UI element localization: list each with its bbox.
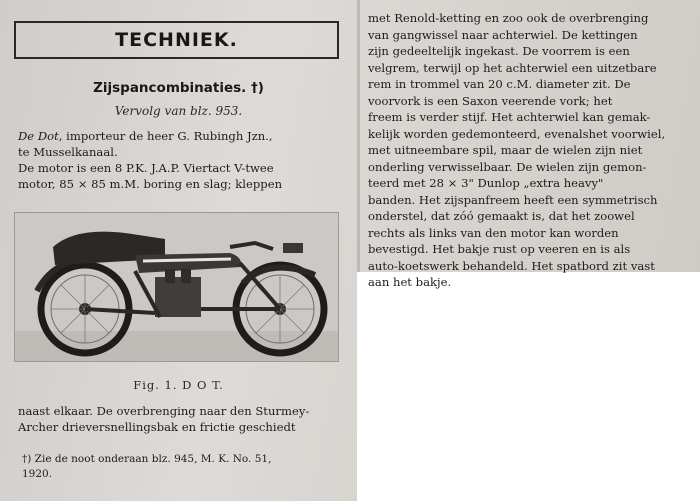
right-column — [360, 0, 700, 289]
section-header-title: TECHNIEK. — [115, 29, 238, 51]
article-subtitle: Vervolg van blz. 953. — [114, 104, 243, 118]
text-line: De motor is een 8 P.K. J.A.P. Viertact V-twee — [18, 161, 274, 175]
text-line — [18, 128, 348, 144]
article-title: Zijspancombinaties. †) — [93, 80, 264, 96]
text-line: naast elkaar. De overbrenging naar den Sturmey- — [18, 404, 310, 418]
after-figure-paragraph — [18, 403, 348, 435]
motorcycle-photo — [14, 212, 339, 362]
text-line: voorvork is een Saxon veerende vork; het — [368, 93, 613, 108]
footnote-line: †) Zie de noot onderaan blz. 945, M. K. No. 51, — [22, 453, 272, 465]
text-line: banden. Het zijspanfreem heeft een symmetrisch — [368, 192, 658, 207]
text-line: te Musselkanaal. — [18, 145, 118, 159]
text-line: onderling verwisselbaar. De wielen zijn gemon- — [368, 159, 647, 174]
figure-caption: Fig. 1. D O T. — [133, 378, 224, 392]
footnote — [22, 452, 352, 482]
text-line: aan het bakje. — [368, 275, 452, 289]
text-line: velgrem, terwijl op het achterwiel een uitzetbare — [368, 60, 657, 75]
text-line: rechts als links van den motor kan worden — [368, 225, 619, 240]
text-line: kelijk worden gedemonteerd, evenalshet voorwiel, — [368, 126, 666, 141]
motorcycle-illustration — [15, 213, 339, 362]
text-line: met Renold-ketting en zoo ook de overbrenging — [368, 11, 649, 25]
section-header-box — [14, 21, 339, 59]
text-line: onderstel, dat zóó gemaakt is, dat het zoowel — [368, 209, 635, 223]
text-line: met uitneembare spil, maar de wielen zijn niet — [368, 143, 643, 157]
footnote-line: 1920. — [22, 468, 53, 480]
text-fragment: , importeur de heer G. Rubingh Jzn., — [58, 129, 273, 143]
blank-area — [357, 272, 700, 501]
text-line: van gangwissel naar achterwiel. De kettingen — [368, 27, 638, 42]
intro-paragraph — [18, 128, 348, 192]
text-line: motor, 85 × 85 m.M. boring en slag; kleppen — [18, 177, 283, 191]
text-line: teerd met 28 × 3" Dunlop „extra heavy" — [368, 176, 604, 190]
text-line: freem is verder stijf. Het achterwiel kan gemak- — [368, 110, 651, 124]
text-line: zijn gedeeltelijk ingekast. De voorrem is een — [368, 44, 630, 58]
text-line: bevestigd. Het bakje rust op veeren en is als — [368, 242, 631, 256]
text-line: Archer drieversnellingsbak en frictie geschiedt — [18, 420, 296, 434]
make-name: De Dot — [18, 129, 59, 143]
text-line: rem in trommel van 20 c.M. diameter zit. De — [368, 77, 631, 91]
text-line: auto-koetswerk behandeld. Het spatbord zit vast — [368, 258, 655, 273]
right-column-text — [368, 10, 696, 291]
